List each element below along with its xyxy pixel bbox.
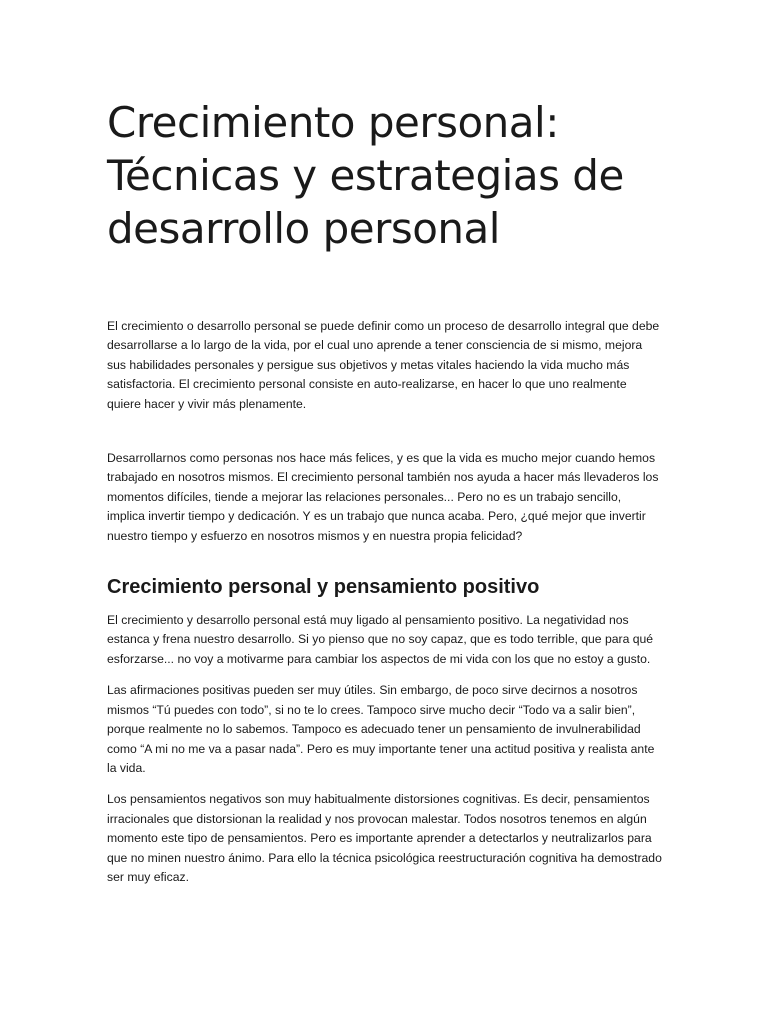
intro-paragraph: Desarrollarnos como personas nos hace más felices, y es que la vida es mucho mejor cuando hemos trabajado en nosotros mismos. El crecimiento personal también nos ayuda a hacer más llevaderos los momentos difíciles, tiende a mejorar las relaciones personales... Pero no es un trabajo sencillo, implica invertir tiempo y dedicación. Y es un trabajo que nunca acaba. Pero, ¿qué mejor que invertir nuestro tiempo y esfuerzo en nosotros mismos y en nuestra propia felicidad? [107, 451, 659, 543]
title-line: Técnicas y estrategias de [107, 151, 624, 200]
title-line: Crecimiento personal: [107, 98, 559, 147]
section-paragraph: Las afirmaciones positivas pueden ser muy útiles. Sin embargo, de poco sirve decirnos a nosotros mismos “Tú puedes con todo”, si no te lo crees. Tampoco sirve mucho decir “Todo va a salir bien”, porque realmente no lo sabemos. Tampoco es adecuado tener un pensamiento de invulnerabilidad como “A mi no me va a pasar nada”. Pero es muy importante tener una actitud positiva y realista ante la vida. [107, 683, 655, 775]
document-body [107, 96, 662, 887]
section-heading: Crecimiento personal y pensamiento positivo [107, 576, 540, 599]
title-line: desarrollo personal [107, 204, 500, 253]
section-paragraph: Los pensamientos negativos son muy habitualmente distorsiones cognitivas. Es decir, pensamientos irracionales que distorsionan la realidad y nos provocan malestar. Todos nosotros tenemos en algún momento este tipo de pensamientos. Pero es importante aprender a detectarlos y neutralizarlos para que no minen nuestro ánimo. Para ello la técnica psicológica reestructuración cognitiva ha demostrado ser muy eficaz. [107, 792, 662, 884]
page-title [107, 96, 662, 255]
intro-paragraph: El crecimiento o desarrollo personal se puede definir como un proceso de desarrollo integral que debe desarrollarse a lo largo de la vida, por el cual uno aprende a tener consciencia de si mismo, mejora sus habilidades personales y persigue sus objetivos y metas vitales haciendo la vida mucho más satisfactoria. El crecimiento personal consiste en auto-realizarse, en hacer lo que uno realmente quiere hacer y vivir más plenamente. [107, 319, 660, 411]
section-paragraph: El crecimiento y desarrollo personal está muy ligado al pensamiento positivo. La negatividad nos estanca y frena nuestro desarrollo. Si yo pienso que no soy capaz, que es todo terrible, que para qué esforzarse... no voy a motivarme para cambiar los aspectos de mi vida con los que no estoy a gusto. [107, 613, 654, 666]
